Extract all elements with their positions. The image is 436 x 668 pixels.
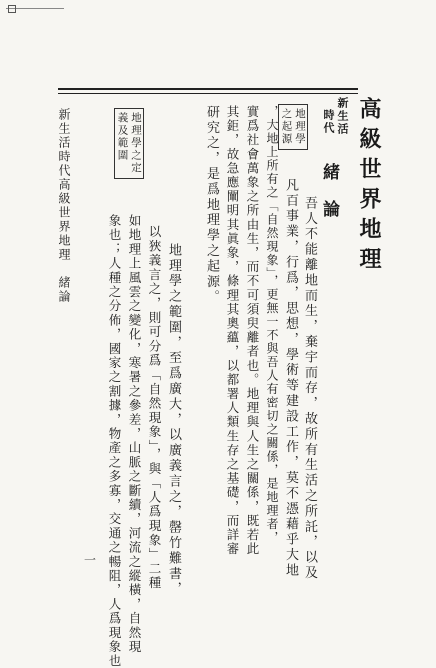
side-note-definition-line1: 地理學之定	[130, 112, 142, 175]
body-column-8: 以狹義言之，則可分爲「自然現象」，與「人爲現象」二種	[147, 225, 162, 591]
page-number: 一	[84, 553, 97, 567]
body-column-1: 吾人不能離地而生，棄宇而存，故所有生活之所託，以及	[302, 196, 317, 581]
side-note-origin-line1: 地理學	[294, 108, 306, 146]
body-column-9: 如地理上風雲之變化，寒暑之參差，山脈之斷續，河流之縱橫，自然現	[127, 214, 142, 655]
top-rule	[58, 88, 358, 90]
body-column-2: 凡百事業，行爲，思想，學術等建設工作，莫不憑藉乎大地	[283, 178, 298, 579]
body-column-6: 研究之，是爲地理學之起源。	[204, 105, 219, 306]
series-label	[323, 97, 353, 149]
body-column-7: 地理學之範圍，至爲廣大，以廣義言之，罄竹難書，	[166, 243, 181, 598]
top-rule-thin	[58, 93, 358, 94]
body-column-5: 其鉅，故急應闡明其眞象，條理其奧蘊，以都署人類生存之基礎，而詳審	[225, 105, 240, 557]
chapter-title: 緒論	[319, 163, 339, 237]
library-stamp	[6, 4, 76, 14]
body-column-4: 實爲社會萬象之所由生，而不可須臾離者也。地理與人生之關係，既若此	[245, 105, 260, 557]
side-note-origin-line2: 之起源	[280, 108, 293, 146]
footer-book-title: 新生活時代高級世界地理 緒論	[57, 108, 71, 304]
series-label-line1: 新生活	[336, 97, 349, 136]
side-note-definition-line2: 義及範圍	[116, 112, 129, 162]
book-title: 高級世界地理	[356, 97, 382, 277]
body-column-3: ，大地上所有之「自然現象」，更無一不與吾人有密切之關係，是地理者，	[265, 105, 279, 545]
side-note-origin	[278, 104, 308, 150]
body-column-10: 象也；人種之分佈，國家之割據，物產之多寡，交通之暢阻，人爲現象也	[107, 214, 122, 668]
series-label-line2: 時代	[322, 109, 335, 135]
side-note-definition	[114, 108, 144, 179]
